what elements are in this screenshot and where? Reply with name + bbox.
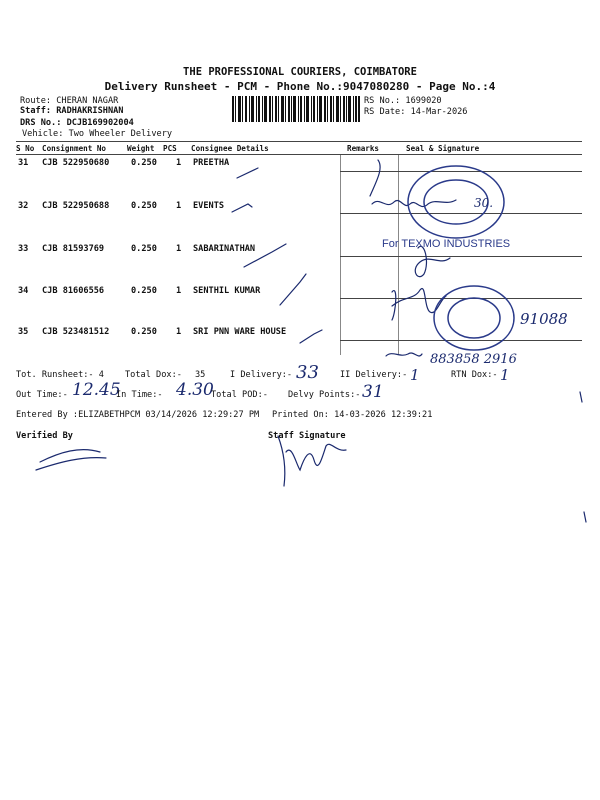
handwritten-note-30: 30. <box>474 196 494 210</box>
in-time-label: In Time:- <box>116 390 163 400</box>
handwritten-phone-note-2: 883858 2916 <box>430 352 517 367</box>
texmo-stamp-text: For TEXMO INDUSTRIES <box>382 238 511 250</box>
row-pcs: 1 <box>176 327 182 337</box>
total-dox-value: 35 <box>195 370 206 380</box>
row-sno: 32 <box>18 201 29 211</box>
staff-info: Staff: RADHAKRISHNAN <box>20 106 124 116</box>
staff-signature-label: Staff Signature <box>268 431 346 441</box>
row-consignee: SABARINATHAN <box>193 244 256 254</box>
total-runsheet: Tot. Runsheet:- 4 <box>16 370 104 380</box>
col-sno: S No <box>16 144 35 153</box>
in-time-value: 4.30 <box>176 380 214 400</box>
i-delivery-label: I Delivery:- <box>230 370 293 380</box>
row-consignee: SRI PNN WARE HOUSE <box>193 327 287 337</box>
row-consignment: CJB 522950680 <box>42 158 110 168</box>
row-weight: 0.250 <box>131 327 157 337</box>
vehicle-info: Vehicle: Two Wheeler Delivery <box>22 129 173 139</box>
row-consignee: SENTHIL KUMAR <box>193 286 261 296</box>
row-consignment: CJB 523481512 <box>42 327 110 337</box>
handwritten-phone-note: 91088 <box>520 310 568 328</box>
out-time-label: Out Time:- <box>16 390 68 400</box>
total-dox-label: Total Dox:- <box>125 370 182 380</box>
ii-delivery-label: II Delivery:- <box>340 370 408 380</box>
row-consignment: CJB 522950688 <box>42 201 110 211</box>
row-consignment: CJB 81593769 <box>42 244 105 254</box>
row-weight: 0.250 <box>131 244 157 254</box>
rtn-dox-value: 1 <box>500 366 510 384</box>
out-time-value: 12.45 <box>72 380 121 400</box>
row-weight: 0.250 <box>131 158 157 168</box>
printed-on: Printed On: 14-03-2026 12:39:21 <box>272 410 433 420</box>
row-pcs: 1 <box>176 201 182 211</box>
row-consignee: EVENTS <box>193 201 225 211</box>
row-pcs: 1 <box>176 244 182 254</box>
runsheet-subtitle: Delivery Runsheet - PCM - Phone No.:9047080280 - Page No.:4 <box>104 80 496 93</box>
i-delivery-value: 33 <box>296 362 319 383</box>
company-title: THE PROFESSIONAL COURIERS, COIMBATORE <box>183 66 417 78</box>
rtn-dox-label: RTN Dox:- <box>451 370 498 380</box>
rs-number: RS No.: 1699020 <box>364 96 442 106</box>
company-seal-stamp-1 <box>396 160 532 244</box>
verified-by-label: Verified By <box>16 431 73 441</box>
company-seal-stamp-2 <box>430 282 520 354</box>
row-weight: 0.250 <box>131 286 157 296</box>
ii-delivery-value: 1 <box>410 366 420 384</box>
row-consignee: PREETHA <box>193 158 230 168</box>
delvy-points-label: Delvy Points:- <box>288 390 361 400</box>
row-weight: 0.250 <box>131 201 157 211</box>
col-consignee: Consignee Details <box>191 144 269 153</box>
row-sno: 33 <box>18 244 29 254</box>
row-pcs: 1 <box>176 286 182 296</box>
col-consignment: Consignment No <box>42 144 107 153</box>
drs-number: DRS No.: DCJB169902004 <box>20 118 134 128</box>
row-pcs: 1 <box>176 158 182 168</box>
total-pod-label: Total POD:- <box>211 390 268 400</box>
col-pcs: PCS <box>163 144 177 153</box>
row-consignment: CJB 81606556 <box>42 286 105 296</box>
col-weight: Weight <box>127 144 155 153</box>
delvy-points-value: 31 <box>362 382 384 402</box>
row-sno: 35 <box>18 327 29 337</box>
row-sno: 34 <box>18 286 29 296</box>
row-sno: 31 <box>18 158 29 168</box>
rs-date: RS Date: 14-Mar-2026 <box>364 107 468 117</box>
route-info: Route: CHERAN NAGAR <box>20 96 119 106</box>
col-seal-signature: Seal & Signature <box>406 144 480 153</box>
col-remarks: Remarks <box>347 144 380 153</box>
entered-by: Entered By :ELIZABETHPCM 03/14/2026 12:29:27 PM <box>16 410 260 420</box>
